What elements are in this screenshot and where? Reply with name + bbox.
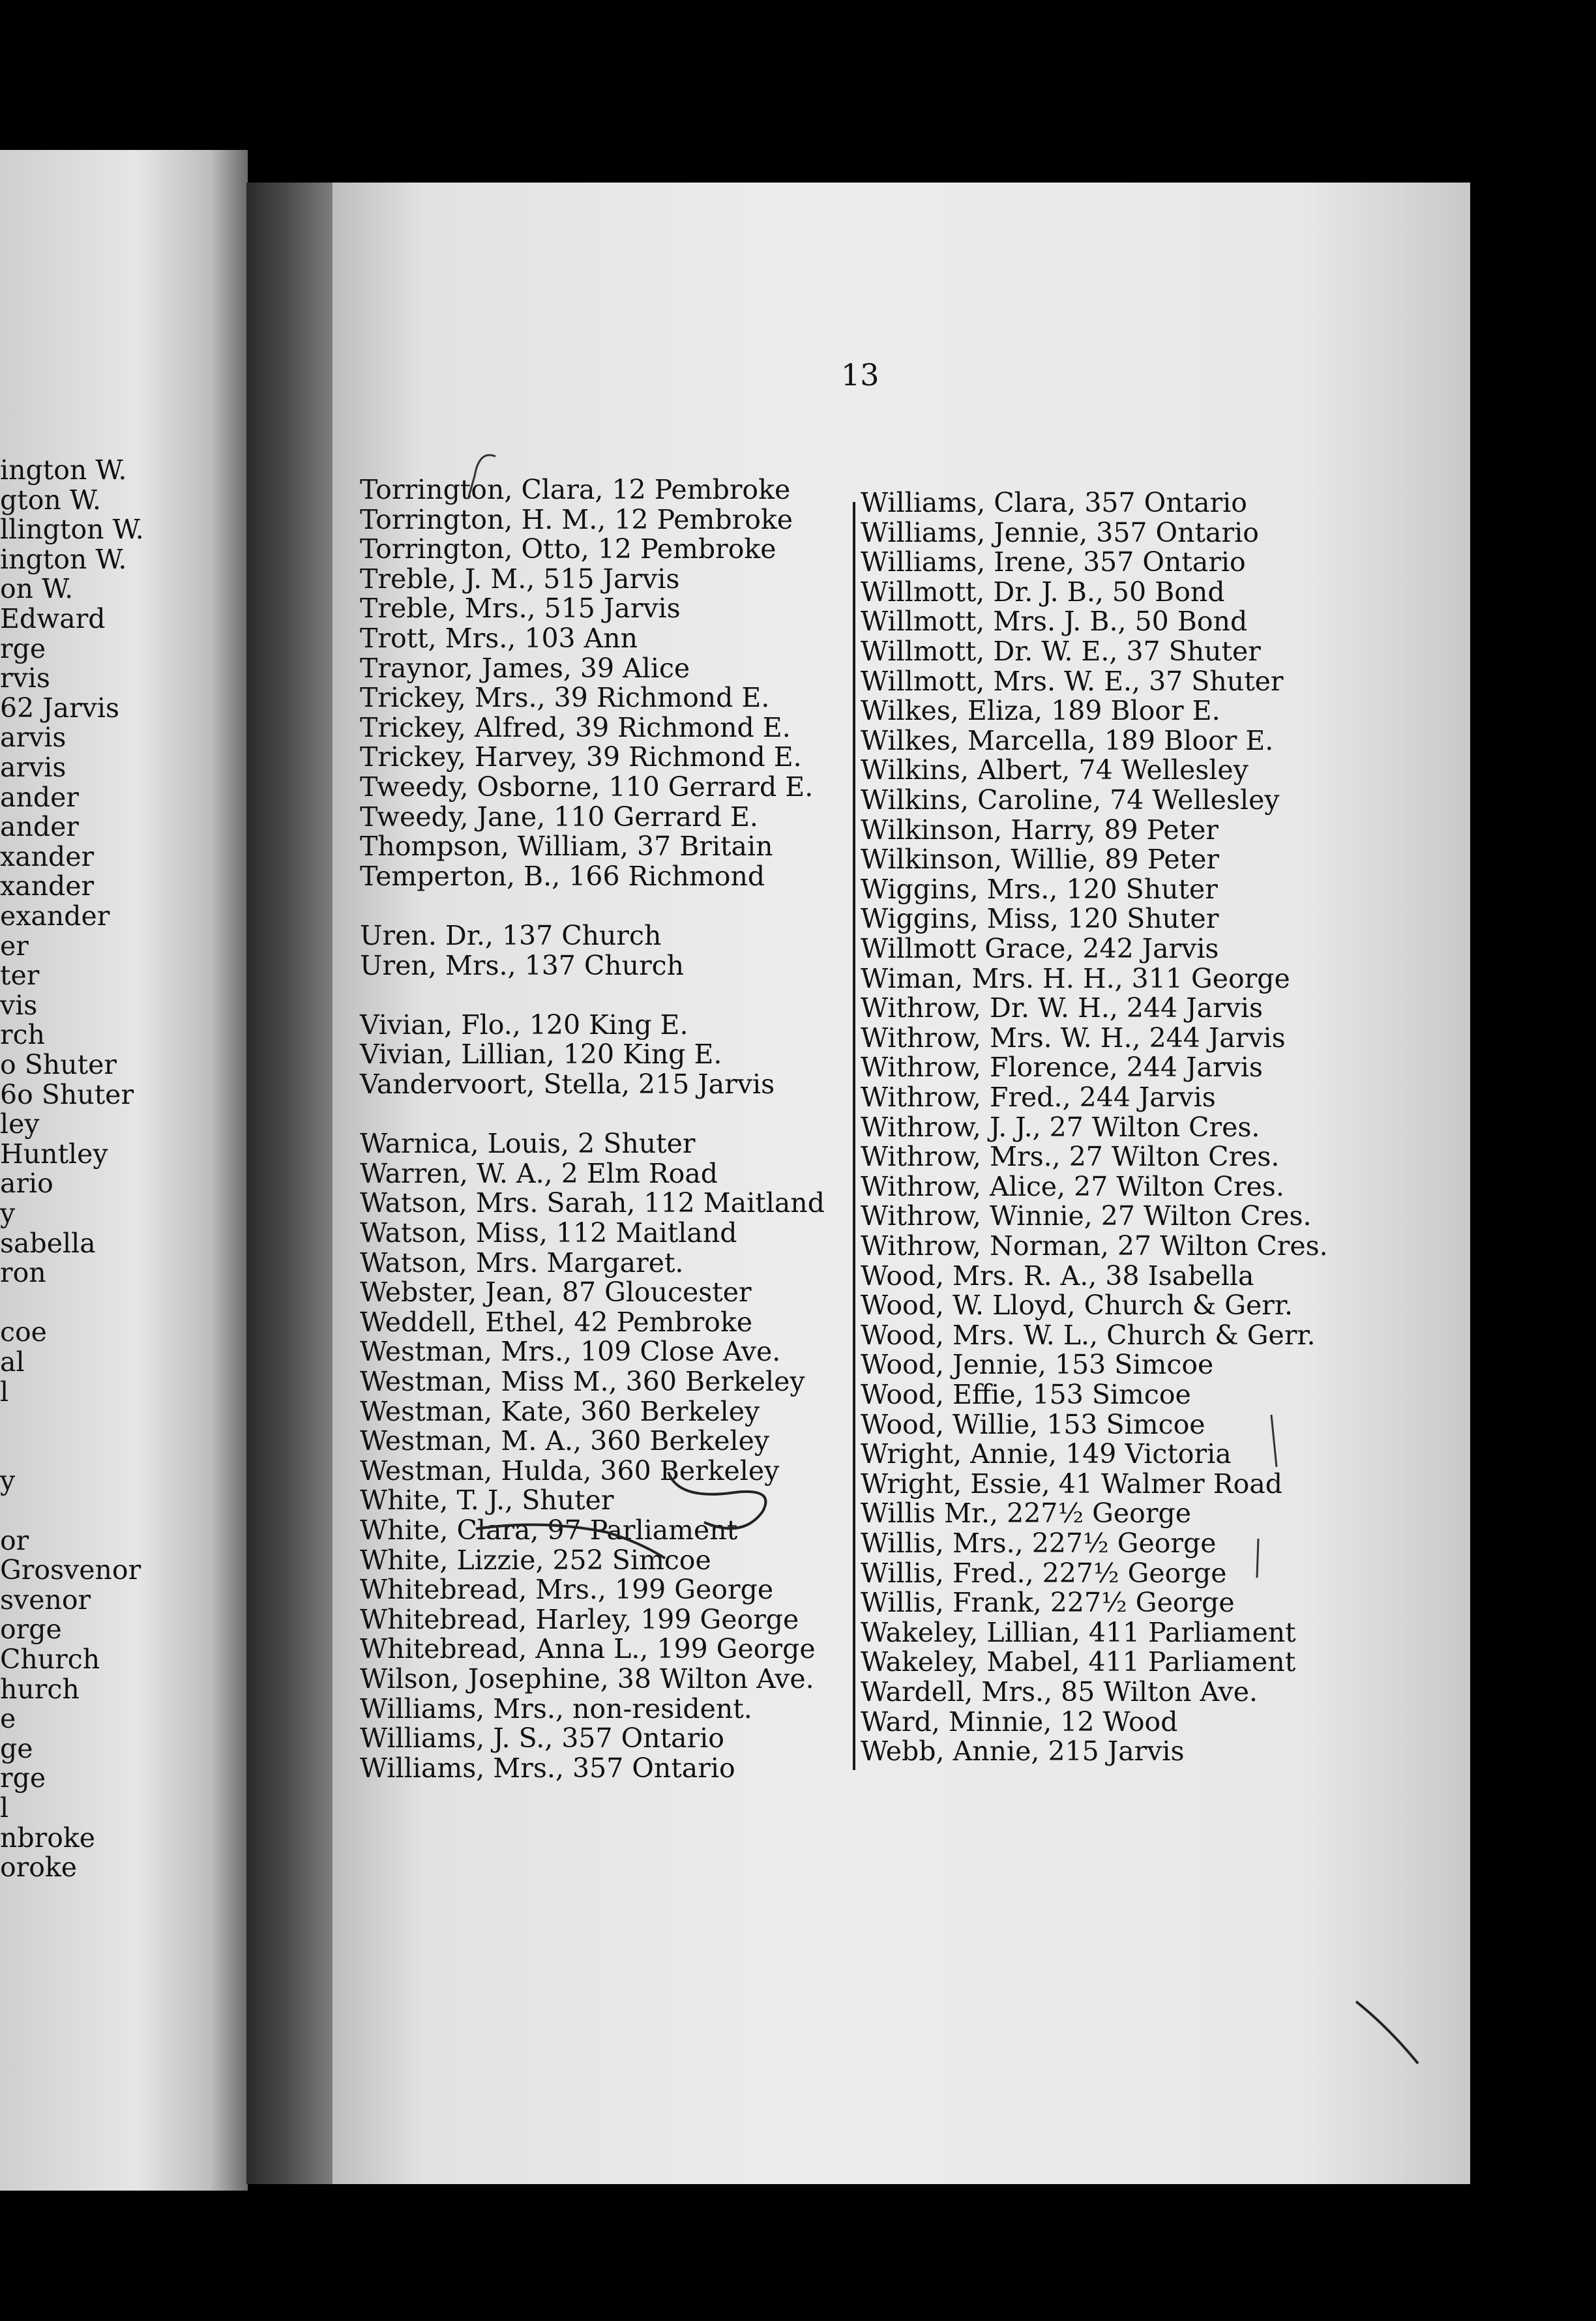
directory-entry: Willis, Frank, 227½ George	[861, 1587, 1235, 1619]
left-page-fragment: on W.	[0, 573, 74, 605]
directory-entry: White, Clara, 97 Parliament	[360, 1515, 738, 1546]
left-page-fragment: rvis	[0, 662, 50, 694]
directory-entry: Watson, Miss, 112 Maitland	[360, 1217, 737, 1249]
directory-entry: Willmott, Dr. W. E., 37 Shuter	[861, 636, 1261, 667]
directory-entry: Wilkinson, Willie, 89 Peter	[861, 844, 1219, 876]
left-page-fragment: vis	[0, 989, 38, 1021]
directory-entry: Wright, Essie, 41 Walmer Road	[861, 1468, 1283, 1500]
directory-entry: Wood, Jennie, 153 Simcoe	[861, 1349, 1214, 1381]
directory-entry: Tweedy, Osborne, 110 Gerrard E.	[360, 771, 814, 803]
left-page-fragment: ander	[0, 781, 79, 813]
directory-entry: Wiggins, Mrs., 120 Shuter	[861, 873, 1218, 905]
directory-entry: Williams, Irene, 357 Ontario	[861, 546, 1246, 578]
left-page-fragment: ario	[0, 1168, 53, 1200]
left-page-fragment: or	[0, 1524, 29, 1556]
directory-entry: Weddell, Ethel, 42 Pembroke	[360, 1306, 753, 1338]
left-page-fragment: rge	[0, 1762, 46, 1794]
left-page-fragment: arvis	[0, 722, 66, 754]
directory-entry: Wilson, Josephine, 38 Wilton Ave.	[360, 1663, 814, 1694]
left-page-fragment: rch	[0, 1019, 45, 1051]
directory-entry: Warren, W. A., 2 Elm Road	[360, 1157, 718, 1189]
left-page-fragment: Huntley	[0, 1138, 108, 1170]
left-page-fragment: y	[0, 1465, 16, 1497]
left-page-fragment: ge	[0, 1732, 33, 1764]
directory-entry: Wakeley, Mabel, 411 Parliament	[861, 1646, 1296, 1678]
directory-entry: Vandervoort, Stella, 215 Jarvis	[360, 1069, 775, 1100]
directory-entry: Willmott Grace, 242 Jarvis	[861, 933, 1219, 964]
directory-entry: Withrow, Winnie, 27 Wilton Cres.	[861, 1200, 1312, 1232]
directory-entry: Treble, Mrs., 515 Jarvis	[360, 593, 681, 625]
left-page-fragment: ington W.	[0, 454, 127, 486]
page-number: 13	[841, 357, 879, 392]
directory-entry: Wilkes, Marcella, 189 Bloor E.	[861, 724, 1274, 756]
directory-entry: Wood, Mrs. W. L., Church & Gerr.	[861, 1319, 1316, 1351]
directory-entry: Trickey, Mrs., 39 Richmond E.	[360, 682, 770, 714]
directory-entry: Williams, J. S., 357 Ontario	[360, 1722, 724, 1754]
directory-entry: Withrow, Norman, 27 Wilton Cres.	[861, 1230, 1328, 1262]
directory-entry: Wiman, Mrs. H. H., 311 George	[861, 962, 1290, 994]
directory-entry: Wood, Mrs. R. A., 38 Isabella	[861, 1260, 1254, 1292]
directory-entry: Westman, M. A., 360 Berkeley	[360, 1425, 770, 1457]
directory-entry: Withrow, Fred., 244 Jarvis	[861, 1082, 1216, 1113]
directory-entry: Willis, Mrs., 227½ George	[861, 1528, 1217, 1559]
directory-entry: White, T. J., Shuter	[360, 1485, 614, 1516]
directory-entry: Willmott, Mrs. W. E., 37 Shuter	[861, 665, 1284, 697]
directory-entry: Torrington, Clara, 12 Pembroke	[360, 474, 791, 505]
directory-entry: Willis Mr., 227½ George	[861, 1498, 1191, 1530]
left-page-fragment: er	[0, 930, 29, 962]
directory-entry: Wilkinson, Harry, 89 Peter	[861, 814, 1219, 846]
left-page-fragment: y	[0, 1198, 16, 1229]
directory-entry: Torrington, H. M., 12 Pembroke	[360, 503, 793, 535]
directory-entry: Withrow, Florence, 244 Jarvis	[861, 1052, 1263, 1084]
directory-entry: Whitebread, Mrs., 199 George	[360, 1574, 774, 1606]
directory-entry: Ward, Minnie, 12 Wood	[861, 1706, 1178, 1737]
directory-entry: Wood, W. Lloyd, Church & Gerr.	[861, 1290, 1293, 1322]
left-page-fragment: nbroke	[0, 1822, 96, 1854]
left-page-fragment: ter	[0, 960, 40, 992]
directory-entry: Torrington, Otto, 12 Pembroke	[360, 533, 776, 565]
directory-entry: Vivian, Flo., 120 King E.	[360, 1009, 688, 1041]
directory-entry: Williams, Clara, 357 Ontario	[861, 487, 1247, 518]
directory-entry: Wardell, Mrs., 85 Wilton Ave.	[861, 1676, 1258, 1707]
directory-entry: Whitebread, Harley, 199 George	[360, 1603, 799, 1635]
left-page-fragment: Church	[0, 1644, 100, 1675]
directory-entry: Westman, Miss M., 360 Berkeley	[360, 1366, 805, 1397]
directory-entry: White, Lizzie, 252 Simcoe	[360, 1544, 711, 1576]
directory-entry: Webster, Jean, 87 Gloucester	[360, 1277, 752, 1308]
directory-entry: Vivian, Lillian, 120 King E.	[360, 1039, 722, 1071]
left-page-fragment: llington W.	[0, 514, 144, 546]
directory-entry: Wiggins, Miss, 120 Shuter	[861, 903, 1219, 935]
directory-entry: Thompson, William, 37 Britain	[360, 831, 773, 863]
left-page-fragment: coe	[0, 1316, 47, 1348]
directory-entry: Westman, Kate, 360 Berkeley	[360, 1395, 760, 1427]
directory-entry: Tweedy, Jane, 110 Gerrard E.	[360, 801, 758, 833]
directory-entry: Treble, J. M., 515 Jarvis	[360, 563, 680, 595]
left-page-fragment: e	[0, 1703, 16, 1735]
directory-entry: Wilkins, Caroline, 74 Wellesley	[861, 784, 1280, 816]
left-page-fragment: Grosvenor	[0, 1554, 141, 1586]
directory-entry: Withrow, J. J., 27 Wilton Cres.	[861, 1111, 1260, 1143]
directory-entry: Temperton, B., 166 Richmond	[360, 860, 765, 892]
left-page-fragment: hurch	[0, 1673, 80, 1705]
left-page-fragment: al	[0, 1346, 25, 1378]
directory-entry: Withrow, Mrs., 27 Wilton Cres.	[861, 1141, 1280, 1173]
directory-entry: Westman, Hulda, 360 Berkeley	[360, 1455, 780, 1486]
directory-entry: Uren. Dr., 137 Church	[360, 920, 662, 951]
directory-entry: Trickey, Harvey, 39 Richmond E.	[360, 741, 802, 773]
directory-entry: Wood, Willie, 153 Simcoe	[861, 1408, 1205, 1440]
left-page-fragment: sabella	[0, 1227, 96, 1259]
left-page-fragment: rge	[0, 632, 46, 664]
directory-entry: Willis, Fred., 227½ George	[861, 1557, 1227, 1589]
left-page-fragment: o Shuter	[0, 1049, 117, 1080]
directory-entry: Watson, Mrs. Sarah, 112 Maitland	[360, 1187, 825, 1219]
directory-entry: Wakeley, Lillian, 411 Parliament	[861, 1616, 1296, 1648]
left-page-fragment: oroke	[0, 1852, 78, 1884]
left-page-fragment: svenor	[0, 1584, 91, 1616]
left-page-fragment: ander	[0, 811, 79, 843]
directory-entry: Westman, Mrs., 109 Close Ave.	[360, 1336, 781, 1368]
directory-entry: Withrow, Mrs. W. H., 244 Jarvis	[861, 1022, 1286, 1054]
left-page-fragment: l	[0, 1376, 9, 1408]
directory-entry: Williams, Mrs., 357 Ontario	[360, 1752, 735, 1784]
left-page-fragment: orge	[0, 1614, 62, 1646]
directory-entry: Whitebread, Anna L., 199 George	[360, 1633, 816, 1665]
directory-entry: Withrow, Alice, 27 Wilton Cres.	[861, 1170, 1284, 1202]
left-page-fragment: 6o Shuter	[0, 1078, 134, 1110]
directory-entry: Uren, Mrs., 137 Church	[360, 949, 685, 981]
directory-entry: Williams, Jennie, 357 Ontario	[861, 516, 1259, 548]
directory-entry: Warnica, Louis, 2 Shuter	[360, 1128, 696, 1160]
left-page-fragment: xander	[0, 840, 95, 872]
left-page-fragment: ley	[0, 1108, 40, 1140]
left-page-fragment: ington W.	[0, 543, 127, 575]
left-page-fragment: ron	[0, 1257, 46, 1289]
left-page-fragment: Edward	[0, 603, 106, 634]
directory-entry: Traynor, James, 39 Alice	[360, 652, 690, 684]
directory-entry: Wright, Annie, 149 Victoria	[861, 1438, 1232, 1470]
directory-entry: Wilkes, Eliza, 189 Bloor E.	[861, 695, 1220, 727]
left-page-fragment: xander	[0, 870, 95, 902]
directory-entry: Trott, Mrs., 103 Ann	[360, 623, 638, 654]
directory-entry: Williams, Mrs., non-resident.	[360, 1693, 752, 1724]
left-page-fragment: l	[0, 1792, 9, 1824]
directory-entry: Willmott, Mrs. J. B., 50 Bond	[861, 606, 1248, 638]
directory-entry: Wilkins, Albert, 74 Wellesley	[861, 754, 1249, 786]
directory-entry: Willmott, Dr. J. B., 50 Bond	[861, 576, 1225, 608]
directory-entry: Withrow, Dr. W. H., 244 Jarvis	[861, 992, 1264, 1024]
left-page-fragment: 62 Jarvis	[0, 692, 119, 724]
directory-entry: Wood, Effie, 153 Simcoe	[861, 1379, 1191, 1410]
left-page-fragment: gton W.	[0, 484, 101, 516]
directory-entry: Watson, Mrs. Margaret.	[360, 1247, 684, 1279]
left-page-fragment: exander	[0, 900, 110, 932]
directory-entry: Webb, Annie, 215 Jarvis	[861, 1736, 1185, 1767]
directory-entry: Trickey, Alfred, 39 Richmond E.	[360, 711, 791, 743]
left-page-fragment: arvis	[0, 752, 66, 783]
